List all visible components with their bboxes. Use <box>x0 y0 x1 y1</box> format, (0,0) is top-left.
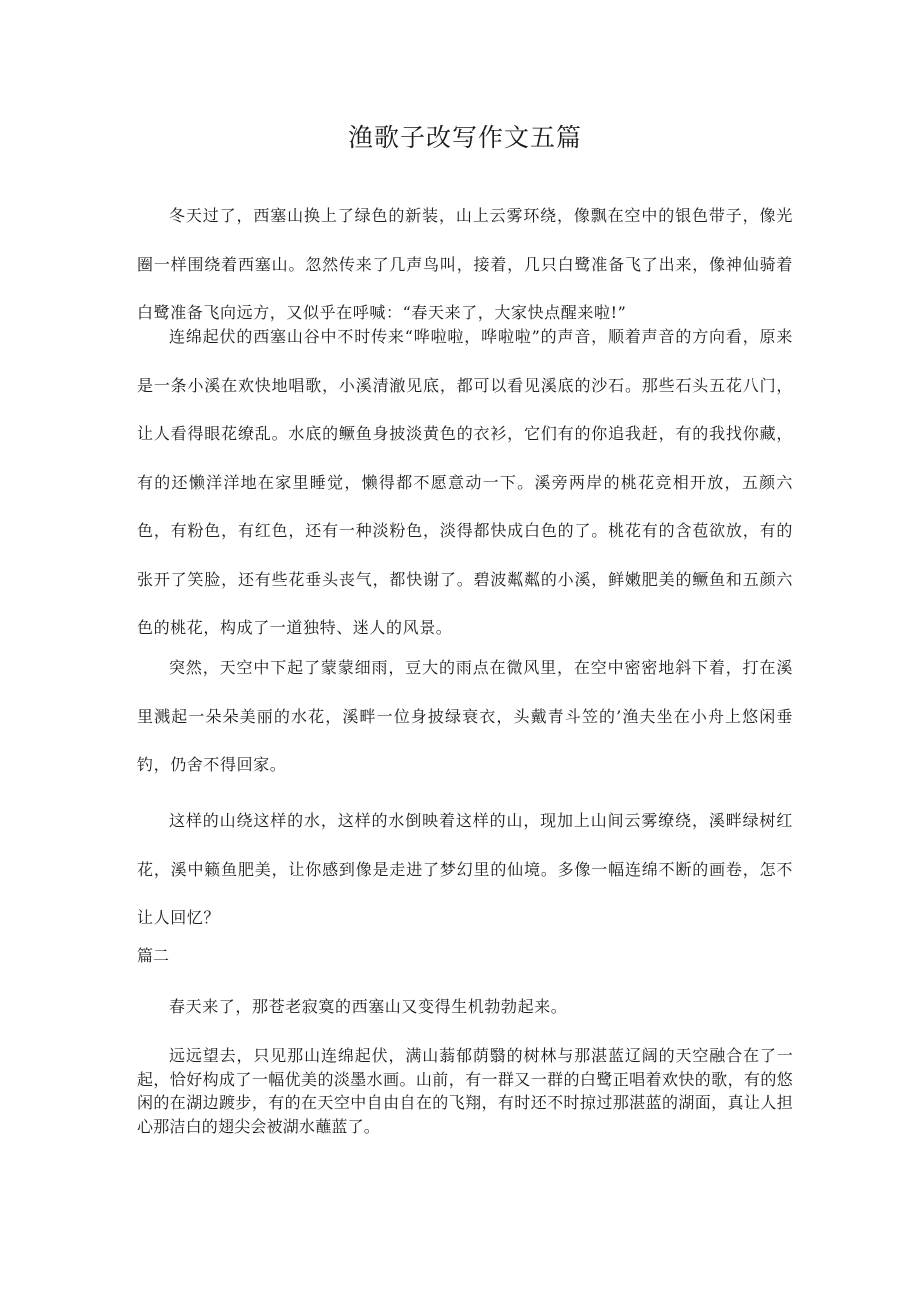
document-title: 渔歌子改写作文五篇 <box>347 123 582 152</box>
paragraph-4: 这样的山绕这样的水，这样的水倒映着这样的山，现加上山间云雾缭绕，溪畔绿树红花，溪中籁鱼肥美，让你感到像是走进了梦幻里的仙境。多像一幅连绵不断的画卷，怎不让人回忆？ <box>137 811 793 927</box>
section-paragraph-1: 春天来了，那苍老寂寞的西塞山又变得生机勃勃起来。 <box>169 997 568 1016</box>
paragraph-2: 连绵起伏的西塞山谷中不时传来“哗啦啦，哗啦啦”的声音，顺着声音的方向看，原来是一条小溪在欢快地唱歌，小溪清澈见底，都可以看见溪底的沙石。那些石头五花八门，让人看得眼花缭乱。水底的鳜鱼身披淡黄色的衣衫，它们有的你追我赶，有的我找你藏，有的还懒洋洋地在家里睡觉，懒得都不愿意动一下。溪旁两岸的桃花竞相开放，五颜六色，有粉色，有红色，还有一种淡粉色，淡得都快成白色的了。桃花有的含苞欲放，有的张开了笑脸，还有些花垂头丧气，都快谢了。碧波粼粼的小溪，鲜嫩肥美的鳜鱼和五颜六色的桃花，构成了一道独特、迷人的风景。 <box>137 327 793 637</box>
paragraph-1: 冬天过了，西塞山换上了绿色的新装，山上云雾环绕，像飘在空中的银色带子，像光圈一样围绕着西塞山。忽然传来了几声鸟叫，接着，几只白鹭准备飞了出来，像神仙骑着白鹭准备飞向远方，又似乎在呼喊：“春天来了，大家快点醒来啦!” <box>137 206 793 322</box>
paragraph-3: 突然，天空中下起了蒙蒙细雨，豆大的雨点在微风里，在空中密密地斜下着，打在溪里溅起一朵朵美丽的水花，溪畔一位身披绿衰衣，头戴青斗笠的’渔夫坐在小舟上悠闲垂钓，仍舍不得回家。 <box>137 658 793 774</box>
section-paragraph-2: 远远望去，只见那山连绵起伏，满山蓊郁荫翳的树林与那湛蓝辽阔的天空融合在了一起，恰好构成了一幅优美的淡墨水画。山前，有一群又一群的白鹭正唱着欢快的歌，有的悠闲的在湖边踱步，有的在天空中自由自在的飞翔，有时还不时掠过那湛蓝的湖面，真让人担心那洁白的翅尖会被湖水蘸蓝了。 <box>137 1046 793 1136</box>
section-label-part-two: 篇二 <box>137 946 170 965</box>
